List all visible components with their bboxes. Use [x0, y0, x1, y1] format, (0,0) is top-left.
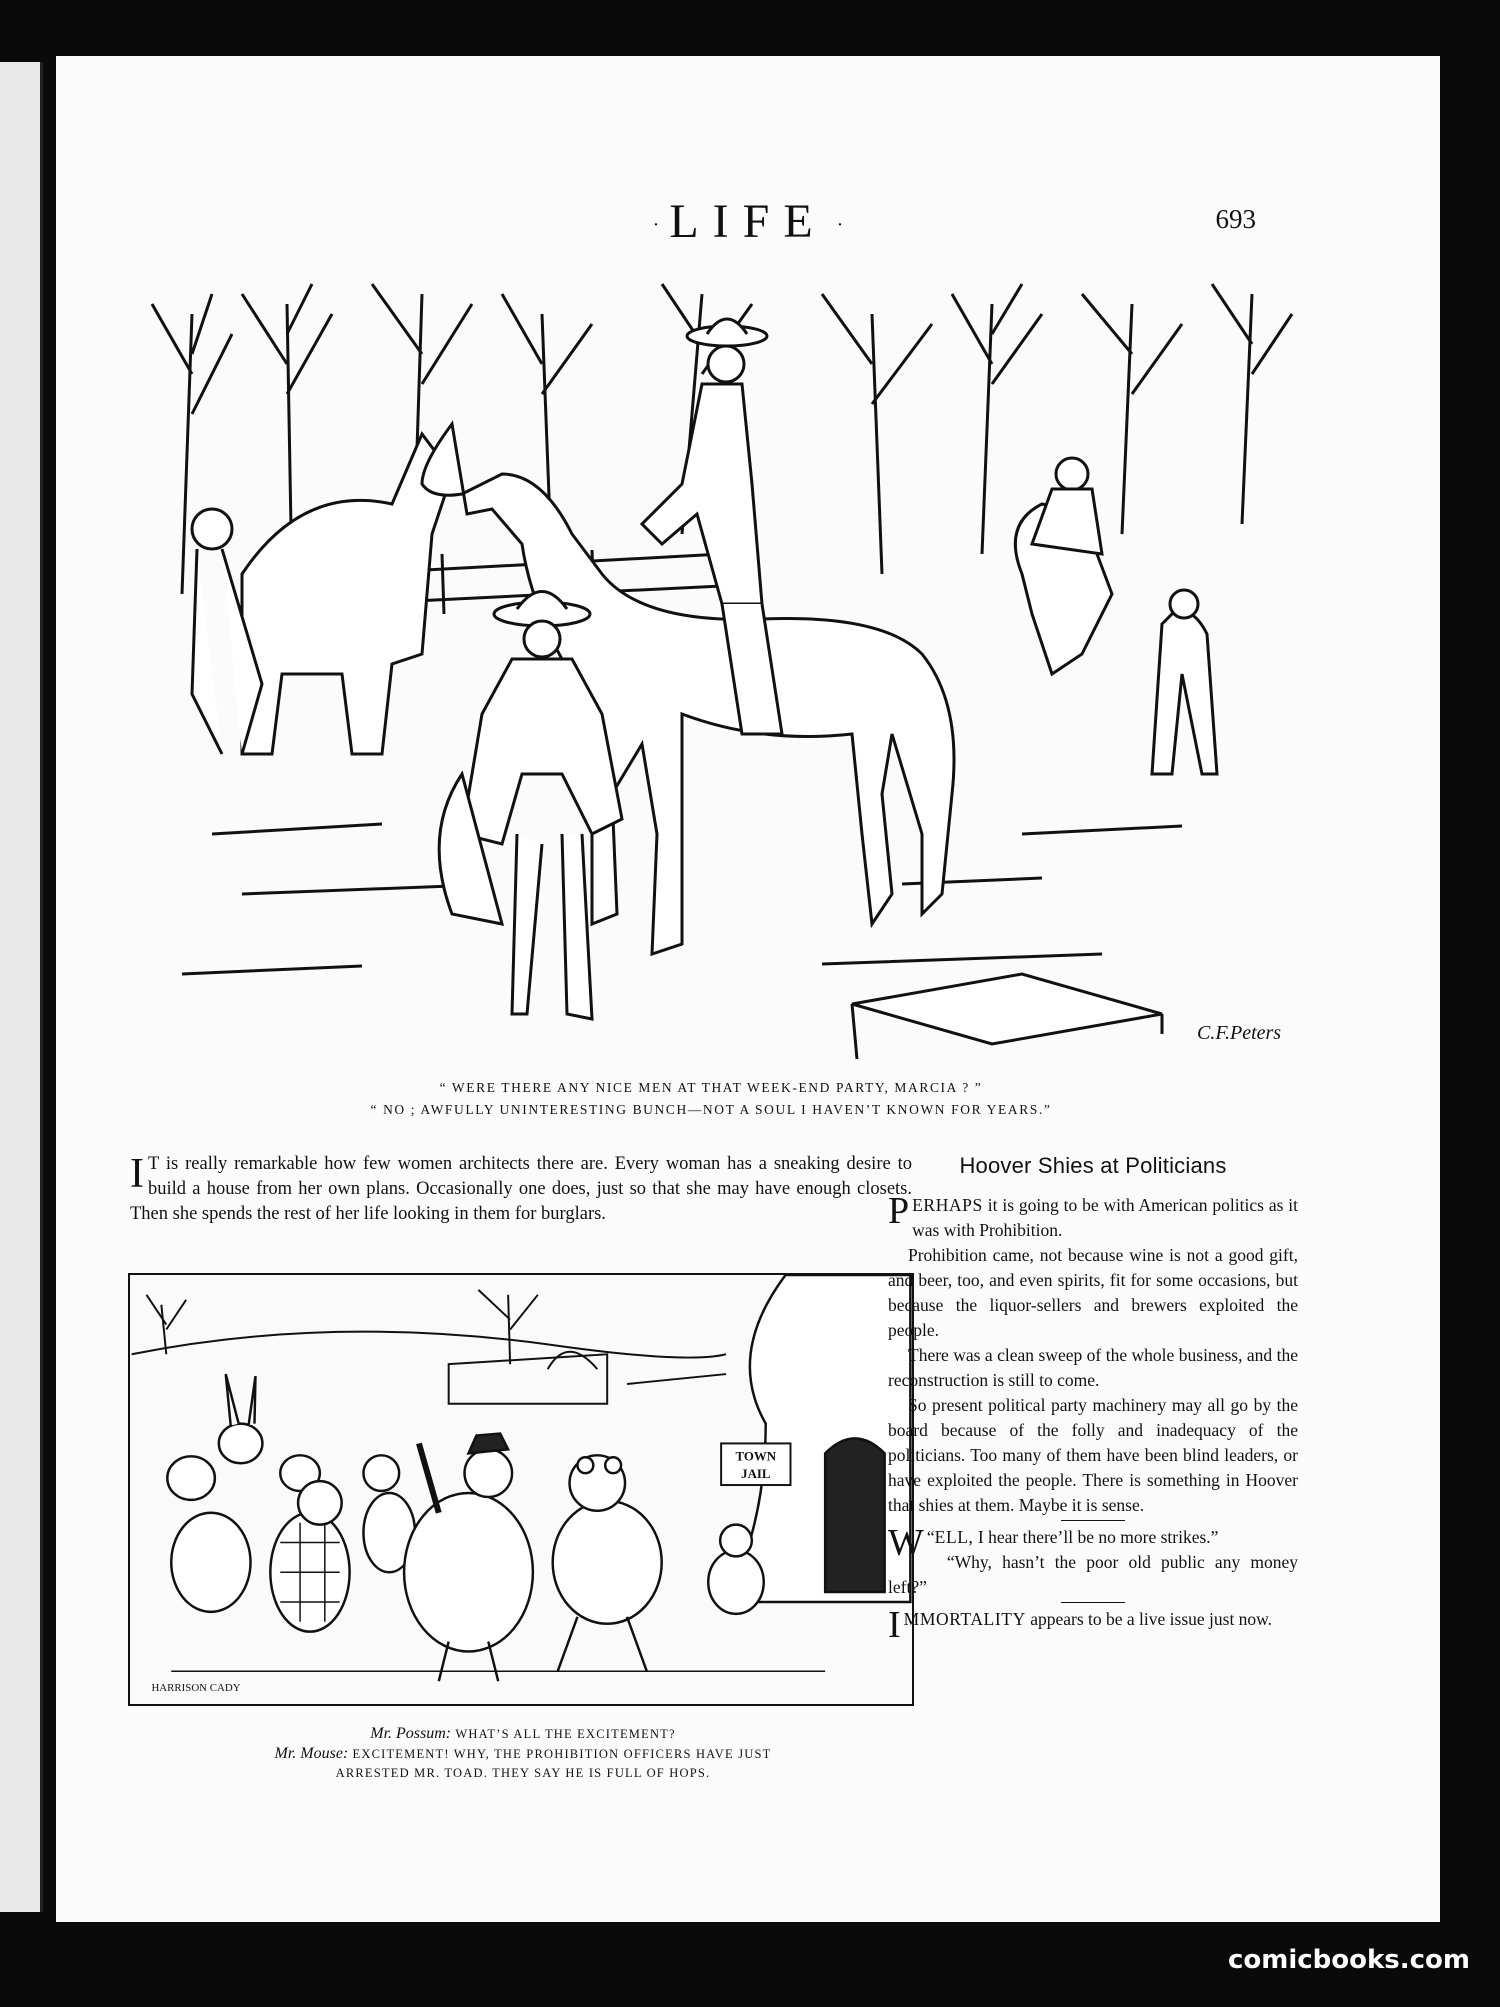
masthead: · LIFE · — [652, 195, 844, 248]
article-paragraph-1: PERHAPS it is going to be with American politics as it was with Prohibition. — [888, 1190, 1298, 1240]
bottom-cartoon-signature: HARRISON CADY — [151, 1682, 241, 1695]
magazine-title: LIFE — [669, 195, 827, 248]
strikes-joke: “ W ELL, I hear there’ll be no more strikes.” — [888, 1522, 1219, 1564]
caption-line-2: “ NO ; AWFULLY UNINTERESTING BUNCH—NOT A SOUL I HAVEN’T KNOWN FOR YEARS.” — [370, 1102, 1052, 1117]
possum-line: WHAT’S ALL THE EXCITEMENT? — [455, 1727, 676, 1741]
article-paragraph-3: There was a clean sweep of the whole business, and the reconstruction is still to come. — [888, 1345, 1298, 1390]
town-jail-illustration — [128, 1273, 914, 1706]
article-drop-cap: P — [888, 1190, 910, 1232]
divider-rule — [1061, 1602, 1125, 1603]
headline: Hoover Shies at Politicians — [959, 1153, 1227, 1178]
article-paragraph-4: So present political party machinery may all go by the board because of the folly and inadequacy of the politicians. Too many of them have been blind leaders, or have exploited the people. There is something in Hoover that shies at them. Maybe it is sense. — [888, 1395, 1298, 1515]
riding-scene-drawing — [122, 274, 1302, 1061]
mouse-line-a: EXCITEMENT! WHY, THE PROHIBITION OFFICERS HAVE JUST — [352, 1747, 772, 1761]
mouse-line-b: ARRESTED MR. TOAD. THEY SAY HE IS FULL OF HOPS. — [335, 1766, 711, 1780]
architects-paragraph — [130, 1151, 912, 1232]
top-cartoon-signature: C.F.Peters — [1197, 1022, 1282, 1044]
divider-rule — [1061, 1520, 1125, 1521]
architects-text: T is really remarkable how few women architects there are. Every woman has a sneaking desire to build a house from her own plans. Occasionally one does, just so that she may have enough closets. Then she spends the rest of her life looking in them for burglars. — [130, 1154, 912, 1224]
hoover-article — [888, 1190, 1298, 1646]
speaker-possum: Mr. Possum: — [370, 1725, 452, 1742]
jail-sign-line-1: TOWN — [735, 1449, 777, 1464]
immortality-joke: IMMORTALITY appears to be a live issue just now. — [888, 1604, 1273, 1646]
speaker-mouse: Mr. Mouse: — [274, 1745, 349, 1762]
top-cartoon-caption — [156, 1077, 1266, 1121]
caption-line-1: “ WERE THERE ANY NICE MEN AT THAT WEEK-END PARTY, MARCIA ? ” — [439, 1080, 983, 1095]
previous-page-edge — [0, 62, 43, 1912]
strikes-drop-cap: W — [888, 1522, 924, 1564]
bottom-cartoon-caption — [128, 1724, 918, 1783]
page-number: 693 — [1215, 204, 1256, 234]
drop-cap: I — [130, 1151, 144, 1197]
strikes-reply: “Why, hasn’t the poor old public any money left?” — [888, 1552, 1298, 1597]
riding-scene-illustration — [122, 274, 1302, 1061]
immortality-drop-cap: I — [888, 1604, 901, 1646]
town-jail-drawing — [130, 1275, 912, 1704]
jail-sign-line-2: JAIL — [741, 1467, 771, 1482]
watermark: comicbooks.com — [1227, 1945, 1470, 1975]
magazine-page — [56, 56, 1440, 1922]
article-paragraph-2: Prohibition came, not because wine is not a good gift, and beer, too, and even spirits, fit for some occasions, but because the liquor-sellers and brewers exploited the people. — [888, 1245, 1298, 1340]
